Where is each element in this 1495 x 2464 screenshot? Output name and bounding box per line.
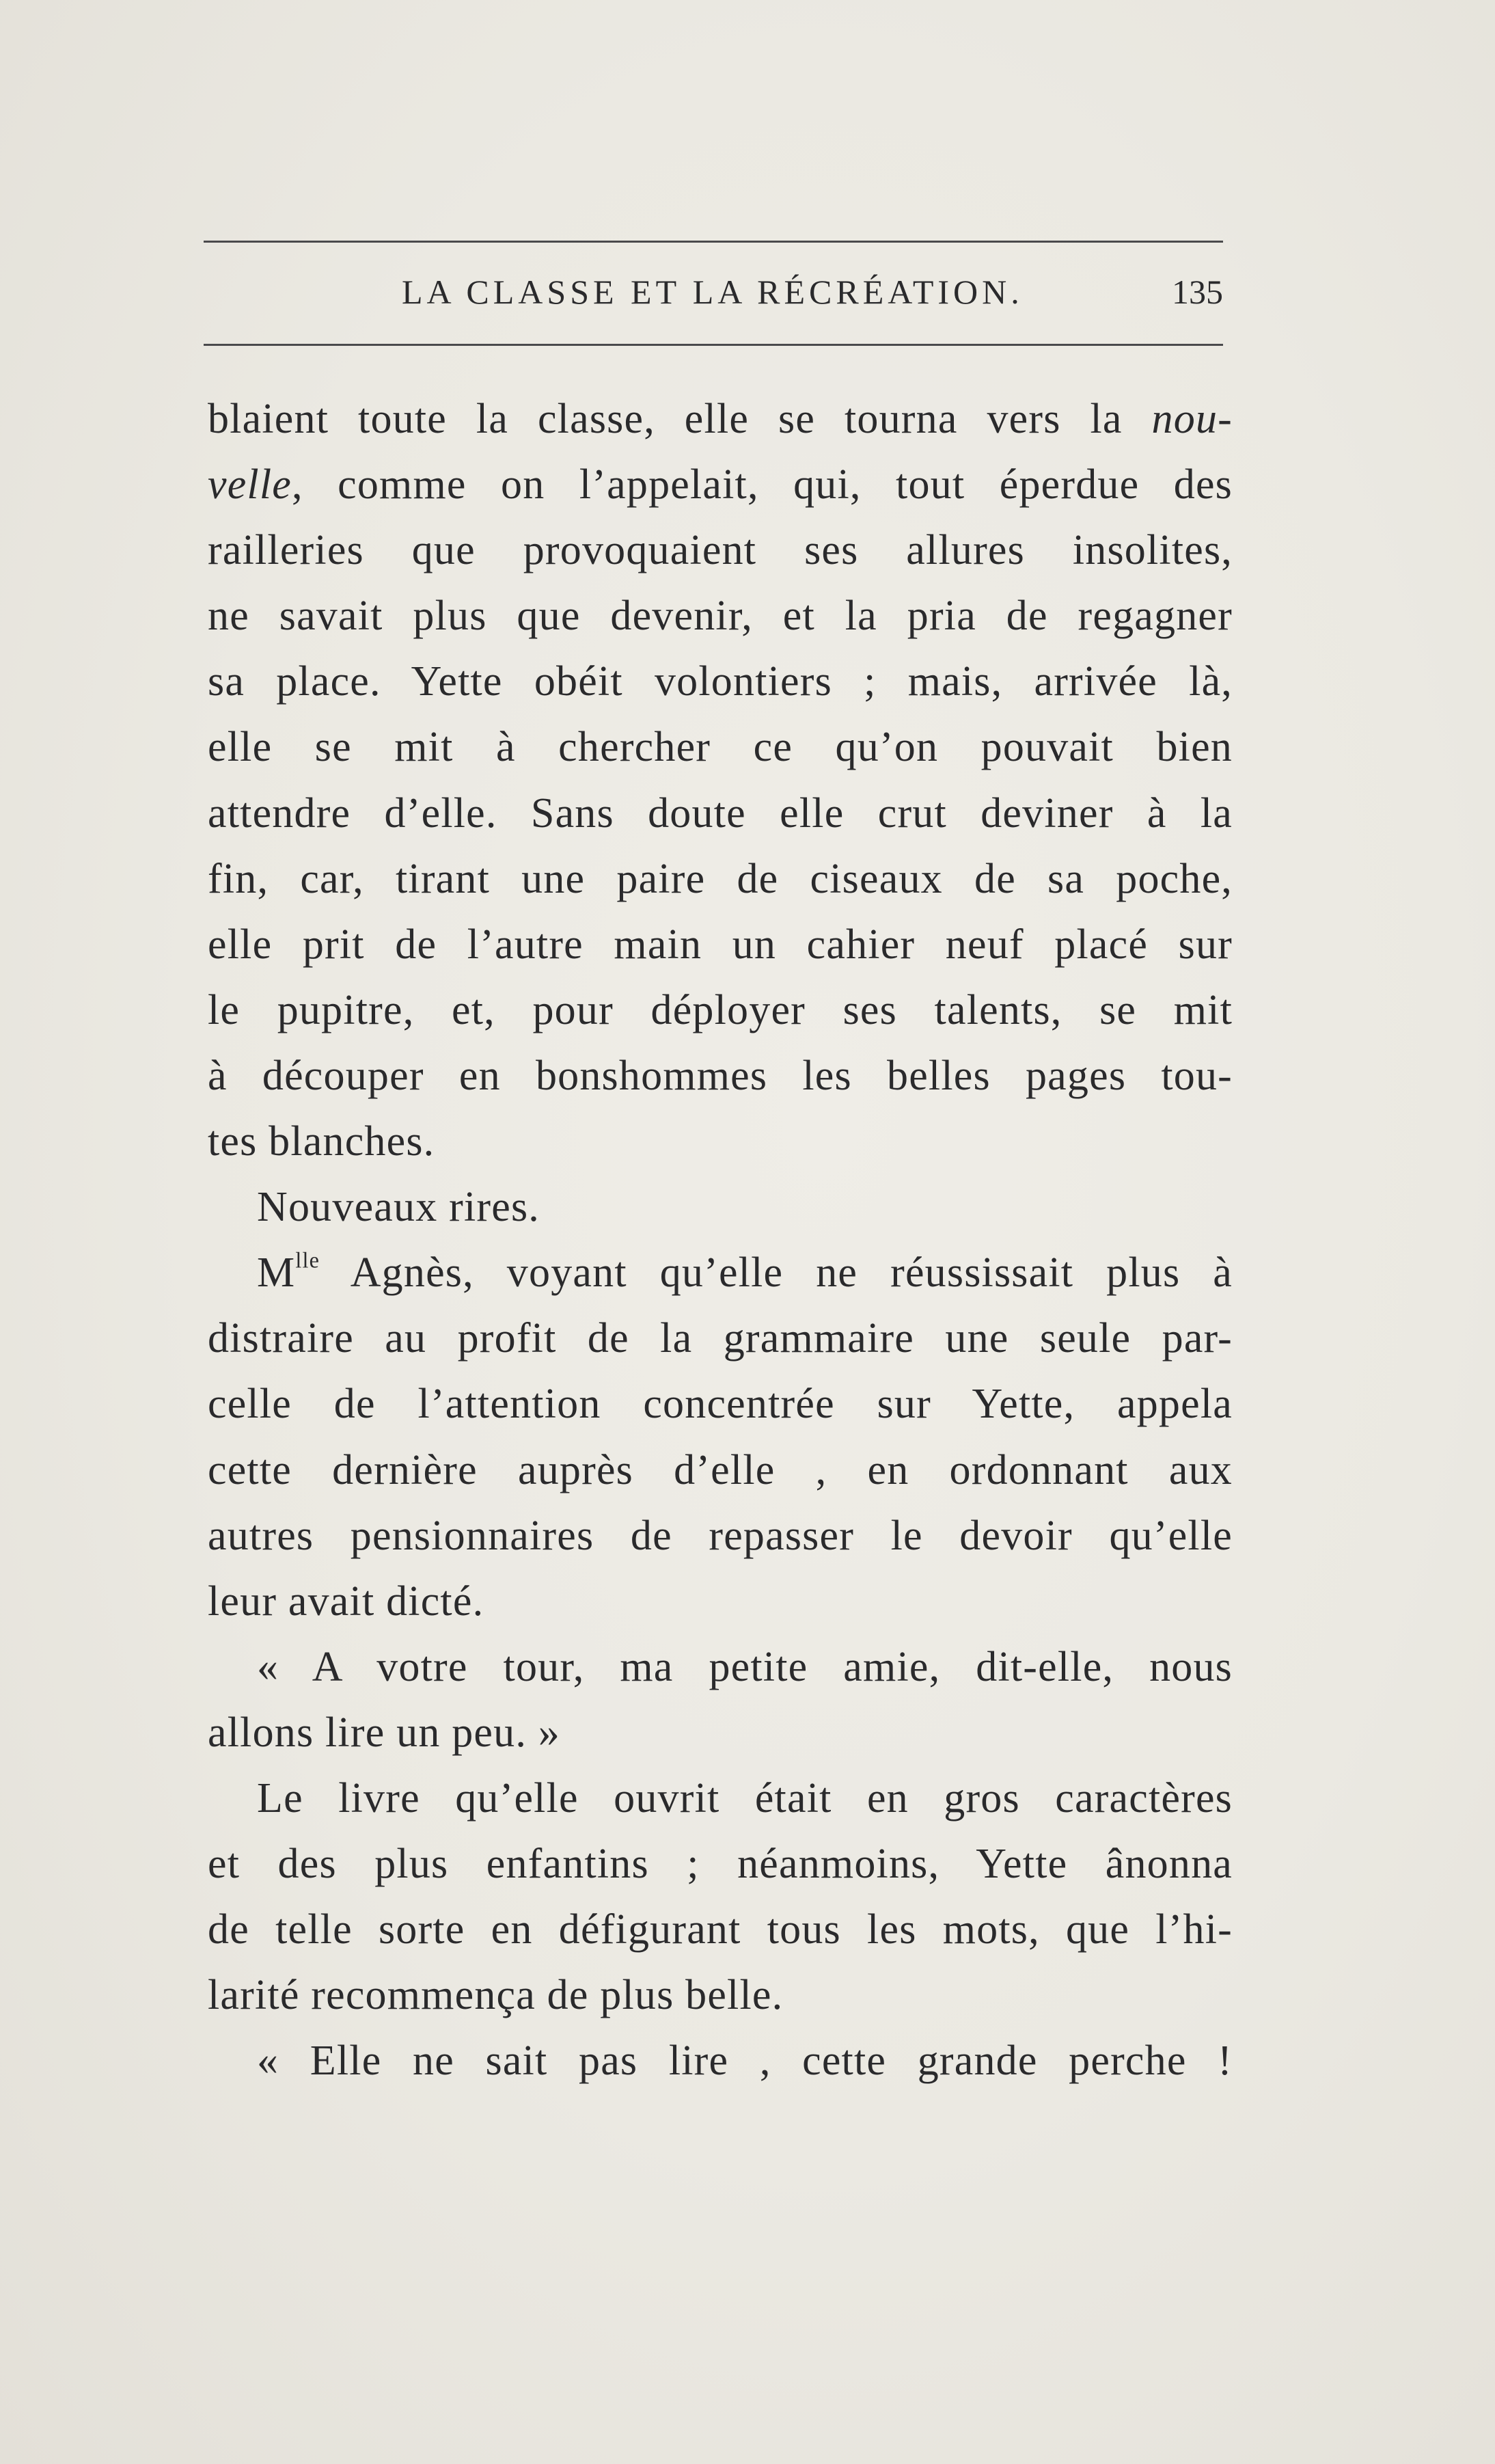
text-line: « Elle ne sait pas lire , cette grande perche !: [257, 2037, 1233, 2085]
text-line: et des plus enfantins ; néanmoins, Yette ânonna: [208, 1841, 1233, 1888]
text-line: blaient toute la classe, elle se tourna vers la nou-: [208, 396, 1233, 442]
text-line: celle de l’attention concentrée sur Yette, appela: [208, 1381, 1233, 1428]
text-line: Le livre qu’elle ouvrit était en gros caractères: [257, 1774, 1233, 1822]
text-line: fin, car, tirant une paire de ciseaux de sa poche,: [208, 855, 1233, 902]
page-number: 135: [1172, 273, 1223, 311]
text-line: autres pensionnaires de repasser le devoir qu’elle: [208, 1512, 1233, 1559]
text-line: allons lire un peu. »: [208, 1709, 560, 1756]
text-line: distraire au profit de la grammaire une seule par-: [208, 1315, 1233, 1362]
text-line: à découper en bonshommes les belles pages tou-: [208, 1052, 1233, 1099]
text-line: de telle sorte en défigurant tous les mots, que l’hi-: [208, 1906, 1233, 1953]
text-line: le pupitre, et, pour déployer ses talents, se mit: [208, 986, 1233, 1033]
text-line: railleries que provoquaient ses allures insolites,: [208, 527, 1233, 574]
text-line: elle prit de l’autre main un cahier neuf placé sur: [208, 921, 1233, 968]
text-line: attendre d’elle. Sans doute elle crut deviner à la: [208, 789, 1233, 837]
text-line: velle, comme on l’appelait, qui, tout éperdue des: [208, 461, 1233, 509]
text-line: Nouveaux rires.: [257, 1184, 540, 1231]
text-line: sa place. Yette obéit volontiers ; mais, arrivée là,: [208, 658, 1233, 705]
body-text: [208, 386, 1233, 2094]
text-line: tes blanches.: [208, 1118, 435, 1165]
running-title: LA CLASSE ET LA RÉCRÉATION.: [402, 273, 1024, 311]
text-line: $M^{lle}$ Agnès, voyant qu’elle ne réussissait plus à: [257, 1247, 1233, 1297]
header-rule-bottom: [204, 344, 1223, 346]
running-head: [204, 268, 1223, 316]
text-line: « A votre tour, ma petite amie, dit-elle, nous: [257, 1643, 1233, 1690]
text-line: cette dernière auprès d’elle , en ordonnant aux: [208, 1446, 1233, 1493]
text-line: elle se mit à chercher ce qu’on pouvait bien: [208, 724, 1233, 771]
text-line: ne savait plus que devenir, et la pria de regagner: [208, 593, 1233, 640]
text-line: larité recommença de plus belle.: [208, 1972, 784, 2019]
header-rule-top: [204, 241, 1223, 243]
text-line: leur avait dicté.: [208, 1578, 484, 1625]
